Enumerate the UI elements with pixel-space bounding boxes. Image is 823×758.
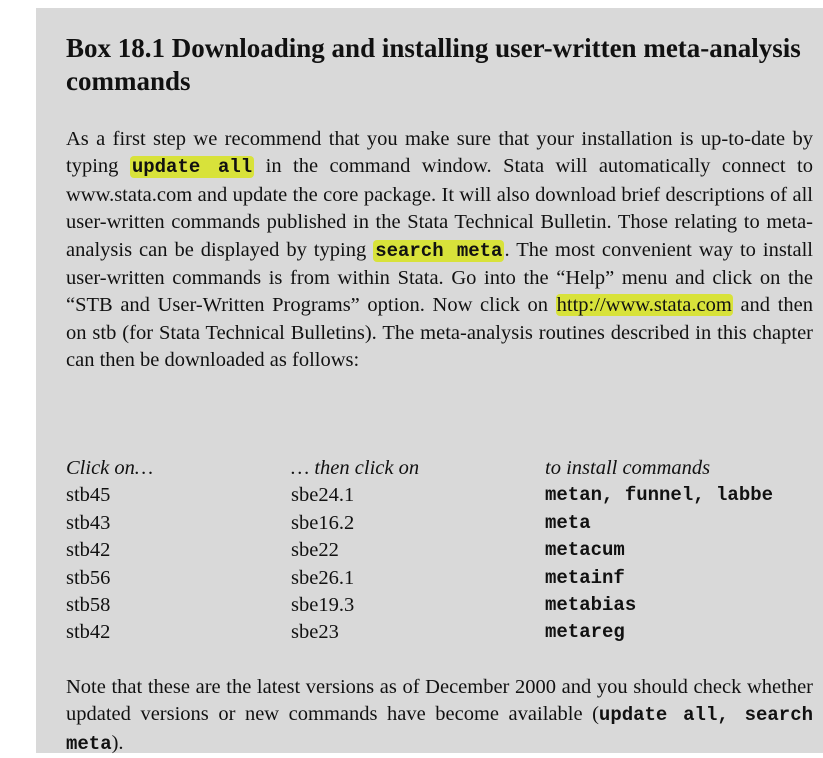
note-text-1: Note that these are the latest versions as of December 2000 and you should check whether updated versions or new commands have become available (: [66, 676, 813, 726]
commands-cell: metan, funnel, labbe: [545, 484, 774, 507]
stb-cell: stb56: [66, 566, 111, 589]
stb-cell: stb42: [66, 621, 111, 644]
header-then-click-on: … then click on: [291, 457, 420, 479]
sbe-cell: sbe23: [291, 621, 339, 644]
update-all-command: update all: [131, 156, 253, 179]
commands-cell: metabias: [545, 593, 637, 616]
box-title: Box 18.1 Downloading and installing user-written meta-analysis commands: [66, 33, 801, 96]
stb-cell: stb43: [66, 511, 111, 534]
commands-cell: metacum: [545, 539, 625, 562]
intro-text-2: in the command window. Stata will automatically connect to www.stata.com and update the core package. It will also download brief descriptions of all user-written commands published in the Stata Technical Bulletin. Those relating to meta-analysis can be displayed by typing: [66, 155, 813, 261]
stb-cell: stb45: [66, 484, 111, 507]
table-row: [66, 592, 816, 619]
search-meta-command: search meta: [375, 239, 503, 262]
commands-cell: meta: [545, 511, 591, 534]
table-row: [66, 510, 816, 537]
commands-cell: metareg: [545, 621, 625, 644]
header-install-commands: to install commands: [545, 457, 711, 479]
sbe-cell: sbe22: [291, 539, 339, 562]
commands-cell: metainf: [545, 566, 625, 589]
table-row: [66, 482, 816, 509]
intro-text-1: As a first step we recommend that you make sure that your installation is up-to-date by typing: [66, 128, 813, 178]
table-row: [66, 537, 816, 564]
download-table: [66, 455, 816, 647]
table-header-row: [66, 455, 816, 482]
table-row: [66, 619, 816, 646]
stb-cell: stb42: [66, 539, 111, 562]
header-click-on: Click on…: [66, 457, 154, 479]
sbe-cell: sbe26.1: [291, 566, 355, 589]
intro-paragraph: [66, 126, 813, 375]
intro-text-4: and then on stb (for Stata Technical Bulletins). The meta-analysis routines described in this chapter can then be downloaded as follows:: [66, 294, 813, 372]
sbe-cell: sbe16.2: [291, 511, 355, 534]
stata-link[interactable]: http://www.stata.com: [556, 294, 732, 317]
note-paragraph: [66, 674, 813, 758]
note-text-2: ).: [111, 731, 124, 754]
note-command: update all, search meta: [66, 704, 814, 755]
table-row: [66, 565, 816, 592]
sbe-cell: sbe24.1: [291, 484, 355, 507]
stb-cell: stb58: [66, 593, 111, 616]
intro-text-3: . The most convenient way to install user-written commands is from within Stata. Go into the “Help” menu and click on the “STB and User-Written Programs” option. Now click on: [66, 238, 813, 317]
sbe-cell: sbe19.3: [291, 593, 355, 616]
